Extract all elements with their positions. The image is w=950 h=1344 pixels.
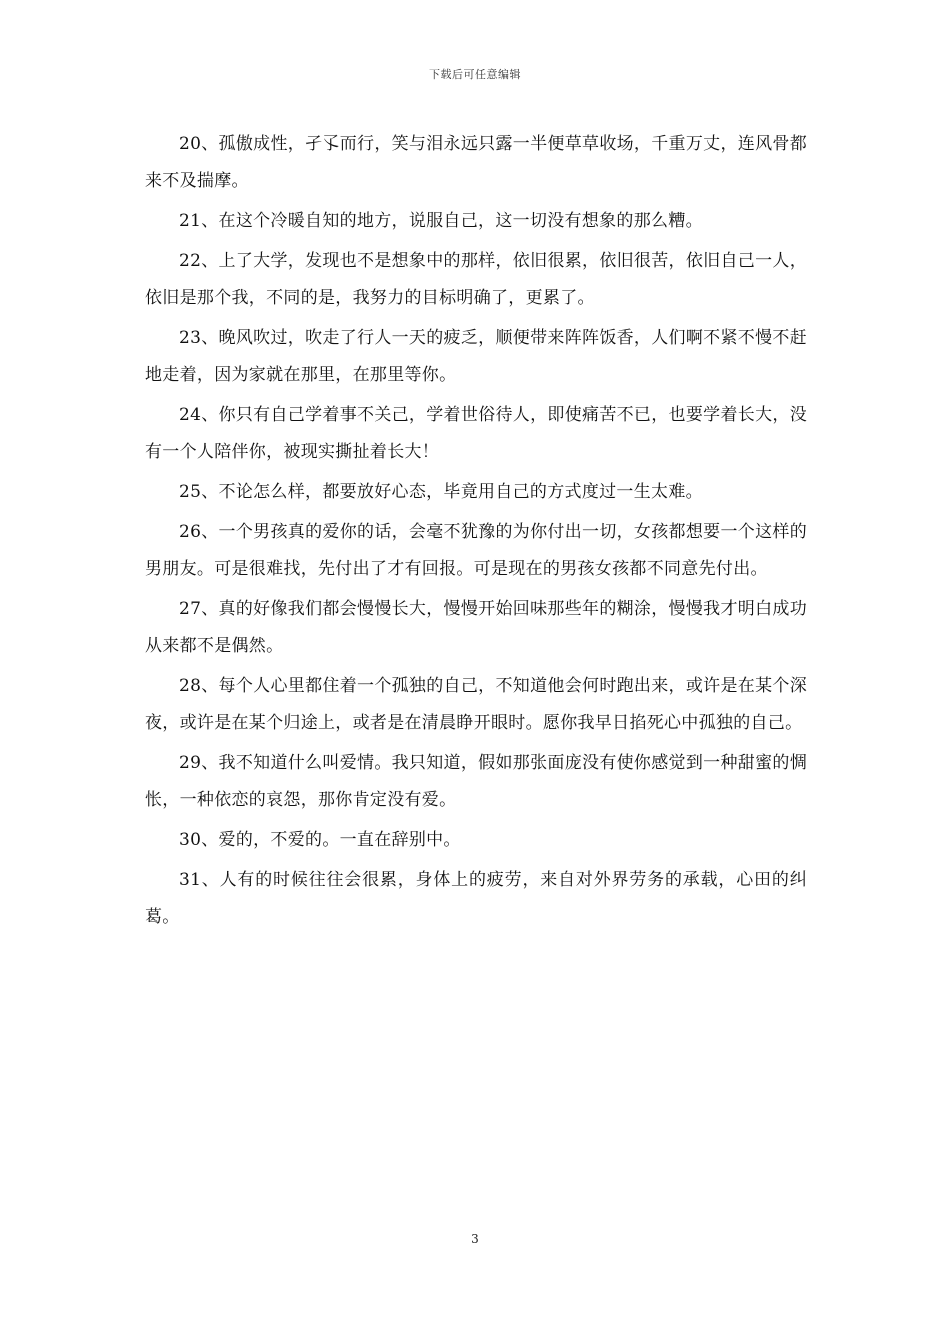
- paragraph-25: 25、不论怎么样，都要放好心态，毕竟用自己的方式度过一生太难。: [179, 482, 703, 502]
- paragraph-21: 21、在这个冷暖自知的地方，说服自己，这一切没有想象的那么糟。: [179, 211, 703, 231]
- paragraph-23: 23、晚风吹过，吹走了行人一天的疲乏，顺便带来阵阵饭香，人们啊不紧不慢不赶地走着，因为家就在那里，在那里等你。: [145, 328, 807, 385]
- paragraph-20: 20、孤傲成性，孑孓而行，笑与泪永远只露一半便草草收场，千重万丈，连风骨都来不及揣摩。: [145, 134, 807, 191]
- paragraph-29: 29、我不知道什么叫爱情。我只知道，假如那张面庞没有使你感觉到一种甜蜜的惆怅，一种依恋的哀怨，那你肯定没有爱。: [145, 753, 807, 810]
- paragraph-30: 30、爱的，不爱的。一直在辞别中。: [179, 830, 461, 850]
- paragraph-27: 27、真的好像我们都会慢慢长大，慢慢开始回味那些年的糊涂，慢慢我才明白成功从来都不是偶然。: [145, 599, 807, 656]
- document-body: [145, 126, 807, 939]
- page-number: 3: [471, 1232, 479, 1246]
- paragraph-31: 31、人有的时候往往会很累，身体上的疲劳，来自对外界劳务的承载，心田的纠葛。: [145, 870, 807, 927]
- paragraph-28: 28、每个人心里都住着一个孤独的自己，不知道他会何时跑出来，或许是在某个深夜，或许是在某个归途上，或者是在清晨睁开眼时。愿你我早日掐死心中孤独的自己。: [145, 676, 807, 733]
- paragraph-24: 24、你只有自己学着事不关己，学着世俗待人，即使痛苦不已，也要学着长大，没有一个人陪伴你，被现实撕扯着长大！: [145, 405, 807, 462]
- paragraph-22: 22、上了大学，发现也不是想象中的那样，依旧很累，依旧很苦，依旧自己一人，依旧是那个我，不同的是，我努力的目标明确了，更累了。: [145, 251, 807, 308]
- page-header: 下载后可任意编辑: [429, 68, 521, 81]
- paragraph-26: 26、一个男孩真的爱你的话，会毫不犹豫的为你付出一切，女孩都想要一个这样的男朋友。可是很难找，先付出了才有回报。可是现在的男孩女孩都不同意先付出。: [145, 522, 807, 579]
